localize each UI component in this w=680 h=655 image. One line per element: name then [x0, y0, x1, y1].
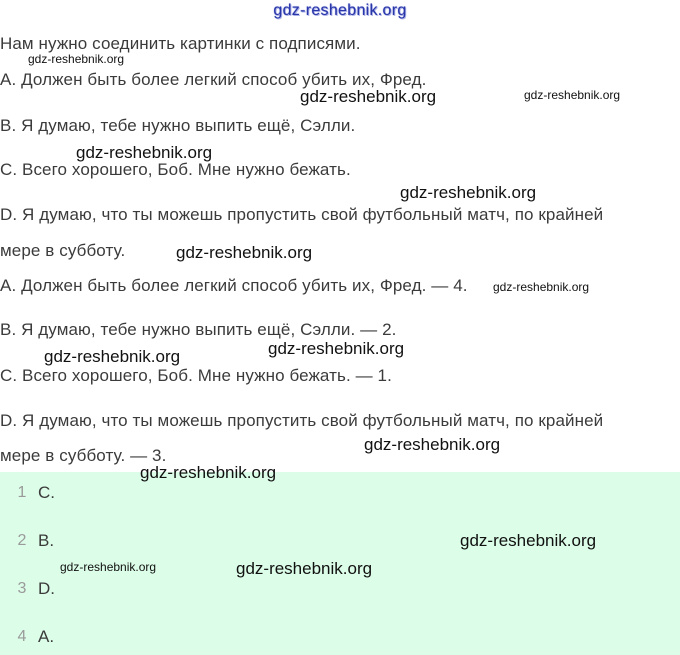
- match-c: C. Всего хорошего, Боб. Мне нужно бежать. — 1.: [0, 366, 392, 385]
- answer-number: 4: [17, 628, 27, 645]
- watermark: gdz-reshebnik.org: [76, 143, 213, 162]
- answer-number: 2: [17, 532, 27, 549]
- option-d-line1: D. Я думаю, что ты можешь пропустить свой футбольный матч, по крайней: [0, 205, 604, 224]
- answer-value: C.: [38, 483, 55, 502]
- answer-value: B.: [38, 531, 55, 550]
- watermark: gdz-reshebnik.org: [176, 243, 313, 262]
- match-d-line1: D. Я думаю, что ты можешь пропустить свой футбольный матч, по крайней: [0, 411, 604, 430]
- watermark: gdz-reshebnik.org: [28, 52, 125, 66]
- answer-number: 3: [17, 580, 27, 597]
- option-c: C. Всего хорошего, Боб. Мне нужно бежать.: [0, 160, 351, 179]
- watermark: gdz-reshebnik.org: [524, 88, 621, 102]
- watermark: gdz-reshebnik.org: [400, 183, 537, 202]
- watermark: gdz-reshebnik.org: [493, 280, 590, 294]
- answer-value: D.: [38, 579, 55, 598]
- answer-row: [0, 578, 680, 602]
- answer-value: A.: [38, 627, 55, 646]
- header-watermark: gdz-reshebnik.org: [273, 2, 407, 19]
- match-b: B. Я думаю, тебе нужно выпить ещё, Сэлли. — 2.: [0, 320, 397, 339]
- watermark: gdz-reshebnik.org: [44, 347, 181, 366]
- option-a: A. Должен быть более легкий способ убить их, Фред.: [0, 70, 427, 89]
- option-d-line2: мере в субботу.: [0, 241, 126, 260]
- intro-text: Нам нужно соединить картинки с подписями.: [0, 34, 361, 53]
- watermark: gdz-reshebnik.org: [236, 559, 373, 578]
- option-b: B. Я думаю, тебе нужно выпить ещё, Сэлли.: [0, 116, 356, 135]
- match-d-line2: мере в субботу. — 3.: [0, 446, 167, 465]
- answer-row: [0, 626, 680, 650]
- watermark: gdz-reshebnik.org: [140, 463, 277, 482]
- answer-number: 1: [17, 484, 27, 501]
- watermark: gdz-reshebnik.org: [268, 339, 405, 358]
- match-a: A. Должен быть более легкий способ убить их, Фред. — 4.: [0, 276, 468, 295]
- watermark: gdz-reshebnik.org: [300, 87, 437, 106]
- watermark: gdz-reshebnik.org: [60, 560, 157, 574]
- watermark: gdz-reshebnik.org: [460, 531, 597, 550]
- watermark: gdz-reshebnik.org: [364, 435, 501, 454]
- answer-row: [0, 482, 680, 506]
